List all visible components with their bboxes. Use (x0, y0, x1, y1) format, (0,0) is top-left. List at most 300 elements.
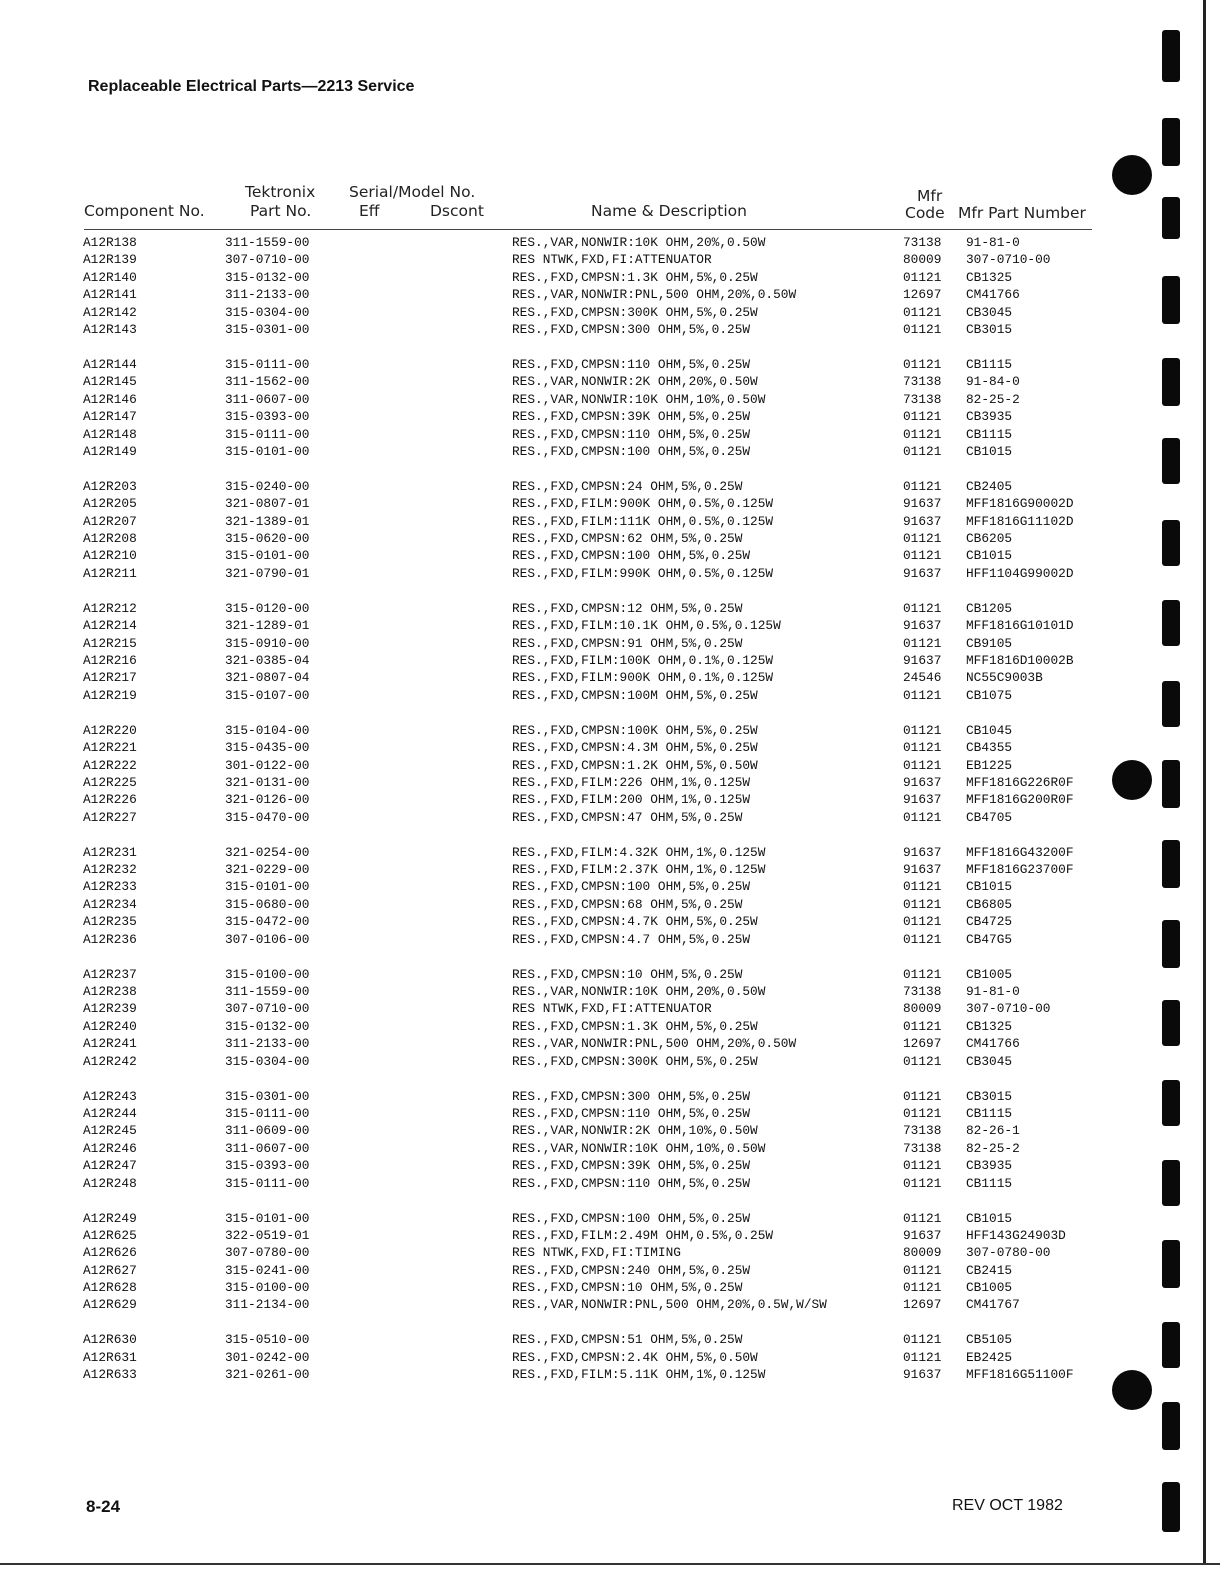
mfr-part-number: CB6805 (966, 896, 1013, 912)
mfr-part-number: 82-25-2 (966, 391, 1020, 407)
tektronix-part-number: 307-0710-00 (225, 1001, 310, 1017)
mfr-part-number: MFF1816G43200F (966, 844, 1074, 860)
part-description: RES.,FXD,CMPSN:10 OHM,5%,0.25W (512, 966, 743, 982)
mfr-part-number: EB2425 (966, 1349, 1013, 1365)
part-description: RES.,FXD,CMPSN:300K OHM,5%,0.25W (512, 1053, 758, 1069)
part-description: RES.,FXD,FILM:10.1K OHM,0.5%,0.125W (512, 618, 781, 634)
tektronix-part-number: 307-0106-00 (225, 931, 310, 947)
mfr-part-number: 307-0780-00 (966, 1245, 1051, 1261)
table-row (0, 739, 1220, 756)
row-group (0, 844, 1220, 948)
mfr-part-number: CB9105 (966, 635, 1013, 651)
part-description: RES.,FXD,CMPSN:4.3M OHM,5%,0.25W (512, 740, 758, 756)
part-description: RES.,FXD,CMPSN:10 OHM,5%,0.25W (512, 1280, 743, 1296)
table-row (0, 547, 1220, 564)
tektronix-part-number: 321-0807-04 (225, 670, 310, 686)
tektronix-part-number: 311-1559-00 (225, 984, 310, 1000)
mfr-part-number: CB1015 (966, 879, 1013, 895)
table-row (0, 1105, 1220, 1122)
part-description: RES.,VAR,NONWIR:PNL,500 OHM,20%,0.50W (512, 287, 797, 303)
table-row (0, 774, 1220, 791)
component-number: A12R626 (83, 1245, 137, 1261)
row-group (0, 478, 1220, 582)
component-number: A12R145 (83, 374, 137, 390)
component-number: A12R203 (83, 478, 137, 494)
tektronix-part-number: 315-0301-00 (225, 1088, 310, 1104)
component-number: A12R631 (83, 1349, 137, 1365)
table-row (0, 931, 1220, 948)
mfr-code: 91637 (903, 862, 942, 878)
mfr-code: 12697 (903, 1036, 942, 1052)
mfr-part-number: HFF1104G99002D (966, 565, 1074, 581)
binding-mark (1162, 276, 1180, 324)
binding-mark (1162, 840, 1180, 888)
table-row (0, 478, 1220, 495)
component-number: A12R246 (83, 1140, 137, 1156)
col-partno-header: Part No. (250, 202, 312, 220)
table-row (0, 896, 1220, 913)
component-number: A12R140 (83, 269, 137, 285)
mfr-part-number: CB1075 (966, 687, 1013, 703)
mfr-code: 01121 (903, 931, 942, 947)
col-name-header: Name & Description (591, 202, 747, 220)
part-description: RES.,FXD,FILM:2.37K OHM,1%,0.125W (512, 862, 766, 878)
mfr-part-number: CB1005 (966, 1280, 1013, 1296)
component-number: A12R217 (83, 670, 137, 686)
component-number: A12R222 (83, 757, 137, 773)
mfr-part-number: CM41766 (966, 1036, 1020, 1052)
component-number: A12R239 (83, 1001, 137, 1017)
table-row (0, 983, 1220, 1000)
mfr-part-number: CB1325 (966, 269, 1013, 285)
col-tektronix-header: Tektronix (245, 183, 316, 201)
part-description: RES.,FXD,CMPSN:110 OHM,5%,0.25W (512, 1175, 751, 1191)
mfr-code: 01121 (903, 1332, 942, 1348)
mfr-part-number: HFF143G24903D (966, 1227, 1066, 1243)
mfr-code: 01121 (903, 1262, 942, 1278)
tektronix-part-number: 311-0607-00 (225, 1140, 310, 1156)
mfr-code: 91637 (903, 792, 942, 808)
component-number: A12R211 (83, 565, 137, 581)
tektronix-part-number: 321-1389-01 (225, 513, 310, 529)
mfr-code: 73138 (903, 391, 942, 407)
table-row (0, 1296, 1220, 1313)
tektronix-part-number: 307-0780-00 (225, 1245, 310, 1261)
punch-hole (1112, 760, 1152, 800)
tektronix-part-number: 315-0101-00 (225, 1210, 310, 1226)
tektronix-part-number: 311-1559-00 (225, 235, 310, 250)
binding-mark (1162, 118, 1180, 166)
mfr-part-number: CB1015 (966, 548, 1013, 564)
table-row (0, 356, 1220, 373)
mfr-code: 01121 (903, 1349, 942, 1365)
parts-table (0, 234, 1220, 1401)
binding-mark (1162, 1322, 1180, 1368)
part-description: RES.,FXD,CMPSN:68 OHM,5%,0.25W (512, 896, 743, 912)
tektronix-part-number: 321-0126-00 (225, 792, 310, 808)
mfr-code: 01121 (903, 1210, 942, 1226)
mfr-part-number: MFF1816G10101D (966, 618, 1074, 634)
table-row (0, 878, 1220, 895)
mfr-part-number: CB1115 (966, 426, 1013, 442)
component-number: A12R236 (83, 931, 137, 947)
mfr-code: 01121 (903, 426, 942, 442)
mfr-code: 12697 (903, 287, 942, 303)
tektronix-part-number: 321-0254-00 (225, 844, 310, 860)
component-number: A12R226 (83, 792, 137, 808)
mfr-code: 01121 (903, 896, 942, 912)
component-number: A12R143 (83, 321, 137, 337)
part-description: RES.,FXD,CMPSN:100K OHM,5%,0.25W (512, 722, 758, 738)
tektronix-part-number: 315-0301-00 (225, 321, 310, 337)
mfr-part-number: MFF1816G23700F (966, 862, 1074, 878)
row-group (0, 1331, 1220, 1383)
part-description: RES.,VAR,NONWIR:PNL,500 OHM,20%,0.50W (512, 1036, 797, 1052)
tektronix-part-number: 315-0100-00 (225, 966, 310, 982)
mfr-part-number: CB3045 (966, 1053, 1013, 1069)
mfr-code: 80009 (903, 252, 942, 268)
part-description: RES.,FXD,CMPSN:1.3K OHM,5%,0.25W (512, 1018, 758, 1034)
mfr-code: 01121 (903, 321, 942, 337)
table-row (0, 286, 1220, 303)
mfr-part-number: MFF1816G90002D (966, 496, 1074, 512)
mfr-code: 91637 (903, 1227, 942, 1243)
tektronix-part-number: 311-2133-00 (225, 1036, 310, 1052)
tektronix-part-number: 315-0910-00 (225, 635, 310, 651)
table-row (0, 1210, 1220, 1227)
mfr-code: 01121 (903, 966, 942, 982)
component-number: A12R238 (83, 984, 137, 1000)
table-row (0, 495, 1220, 512)
mfr-code: 01121 (903, 1088, 942, 1104)
mfr-part-number: CM41766 (966, 287, 1020, 303)
table-row (0, 809, 1220, 826)
mfr-code: 01121 (903, 914, 942, 930)
tektronix-part-number: 315-0620-00 (225, 531, 310, 547)
part-description: RES.,FXD,CMPSN:100 OHM,5%,0.25W (512, 443, 751, 459)
mfr-code: 80009 (903, 1001, 942, 1017)
component-number: A12R244 (83, 1105, 137, 1121)
tektronix-part-number: 315-0111-00 (225, 356, 310, 372)
part-description: RES.,FXD,FILM:2.49M OHM,0.5%,0.25W (512, 1227, 774, 1243)
table-row (0, 1122, 1220, 1139)
table-row (0, 1262, 1220, 1279)
binding-mark (1162, 681, 1180, 727)
tektronix-part-number: 315-0111-00 (225, 426, 310, 442)
part-description: RES.,FXD,CMPSN:2.4K OHM,5%,0.50W (512, 1349, 758, 1365)
component-number: A12R241 (83, 1036, 137, 1052)
row-group (0, 1088, 1220, 1192)
part-description: RES.,FXD,FILM:900K OHM,0.5%,0.125W (512, 496, 774, 512)
part-description: RES.,FXD,CMPSN:4.7K OHM,5%,0.25W (512, 914, 758, 930)
component-number: A12R231 (83, 844, 137, 860)
tektronix-part-number: 321-0229-00 (225, 862, 310, 878)
table-row (0, 513, 1220, 530)
col-dscont-header: Dscont (430, 202, 484, 220)
mfr-part-number: EB1225 (966, 757, 1013, 773)
binding-edge (1203, 0, 1206, 1563)
part-description: RES.,VAR,NONWIR:10K OHM,20%,0.50W (512, 984, 766, 1000)
tektronix-part-number: 315-0680-00 (225, 896, 310, 912)
component-number: A12R221 (83, 740, 137, 756)
table-row (0, 669, 1220, 686)
mfr-part-number: CB1115 (966, 1175, 1013, 1191)
table-row (0, 304, 1220, 321)
component-number: A12R207 (83, 513, 137, 529)
table-row (0, 373, 1220, 390)
col-serial-header: Serial/Model No. (349, 183, 476, 201)
part-description: RES.,FXD,CMPSN:240 OHM,5%,0.25W (512, 1262, 751, 1278)
tektronix-part-number: 315-0104-00 (225, 722, 310, 738)
component-number: A12R139 (83, 252, 137, 268)
component-number: A12R633 (83, 1367, 137, 1383)
part-description: RES.,FXD,FILM:4.32K OHM,1%,0.125W (512, 844, 766, 860)
mfr-code: 01121 (903, 757, 942, 773)
mfr-part-number: 307-0710-00 (966, 252, 1051, 268)
mfr-code: 01121 (903, 809, 942, 825)
tektronix-part-number: 307-0710-00 (225, 252, 310, 268)
table-row (0, 530, 1220, 547)
component-number: A12R212 (83, 600, 137, 616)
mfr-part-number: CB1015 (966, 443, 1013, 459)
tektronix-part-number: 321-0131-00 (225, 774, 310, 790)
component-number: A12R210 (83, 548, 137, 564)
mfr-part-number: 82-25-2 (966, 1140, 1020, 1156)
revision-date: REV OCT 1982 (952, 1497, 1063, 1514)
table-row (0, 791, 1220, 808)
binding-mark (1162, 1080, 1180, 1126)
component-number: A12R242 (83, 1053, 137, 1069)
mfr-part-number: CB1045 (966, 722, 1013, 738)
mfr-code: 01121 (903, 409, 942, 425)
mfr-part-number: CB3935 (966, 409, 1013, 425)
part-description: RES.,FXD,CMPSN:39K OHM,5%,0.25W (512, 1158, 751, 1174)
tektronix-part-number: 315-0240-00 (225, 478, 310, 494)
component-number: A12R243 (83, 1088, 137, 1104)
component-number: A12R220 (83, 722, 137, 738)
tektronix-part-number: 315-0472-00 (225, 914, 310, 930)
part-description: RES.,FXD,CMPSN:51 OHM,5%,0.25W (512, 1332, 743, 1348)
tektronix-part-number: 315-0304-00 (225, 1053, 310, 1069)
mfr-part-number: CB1005 (966, 966, 1013, 982)
mfr-part-number: 91-81-0 (966, 984, 1020, 1000)
punch-hole (1112, 155, 1152, 195)
tektronix-part-number: 315-0111-00 (225, 1105, 310, 1121)
tektronix-part-number: 311-1562-00 (225, 374, 310, 390)
mfr-code: 01121 (903, 740, 942, 756)
component-number: A12R233 (83, 879, 137, 895)
part-description: RES.,FXD,FILM:200 OHM,1%,0.125W (512, 792, 751, 808)
part-description: RES.,FXD,CMPSN:110 OHM,5%,0.25W (512, 356, 751, 372)
part-description: RES.,FXD,FILM:100K OHM,0.1%,0.125W (512, 652, 774, 668)
mfr-part-number: CB1115 (966, 356, 1013, 372)
tektronix-part-number: 315-0132-00 (225, 269, 310, 285)
component-number: A12R138 (83, 235, 137, 250)
mfr-code: 91637 (903, 1367, 942, 1383)
component-number: A12R628 (83, 1280, 137, 1296)
mfr-part-number: CB47G5 (966, 931, 1013, 947)
mfr-part-number: MFF1816D10002B (966, 652, 1074, 668)
punch-hole (1112, 1370, 1152, 1410)
mfr-part-number: CB4725 (966, 914, 1013, 930)
mfr-part-number: MFF1816G51100F (966, 1367, 1074, 1383)
part-description: RES.,FXD,FILM:5.11K OHM,1%,0.125W (512, 1367, 766, 1383)
component-number: A12R234 (83, 896, 137, 912)
binding-mark (1162, 1160, 1180, 1206)
component-number: A12R240 (83, 1018, 137, 1034)
component-number: A12R232 (83, 862, 137, 878)
tektronix-part-number: 315-0435-00 (225, 740, 310, 756)
table-row (0, 1053, 1220, 1070)
mfr-part-number: CB1015 (966, 1210, 1013, 1226)
tektronix-part-number: 311-0609-00 (225, 1123, 310, 1139)
tektronix-part-number: 315-0120-00 (225, 600, 310, 616)
tektronix-part-number: 321-0790-01 (225, 565, 310, 581)
mfr-part-number: CB3045 (966, 304, 1013, 320)
tektronix-part-number: 321-1289-01 (225, 618, 310, 634)
component-number: A12R225 (83, 774, 137, 790)
mfr-code: 91637 (903, 496, 942, 512)
binding-mark (1162, 600, 1180, 646)
tektronix-part-number: 315-0101-00 (225, 443, 310, 459)
table-row (0, 635, 1220, 652)
component-number: A12R219 (83, 687, 137, 703)
table-row (0, 1088, 1220, 1105)
part-description: RES.,FXD,FILM:990K OHM,0.5%,0.125W (512, 565, 774, 581)
mfr-code: 91637 (903, 774, 942, 790)
table-row (0, 1157, 1220, 1174)
row-group (0, 966, 1220, 1070)
row-group (0, 356, 1220, 460)
component-number: A12R148 (83, 426, 137, 442)
binding-mark (1162, 760, 1180, 808)
table-row (0, 1035, 1220, 1052)
mfr-code: 91637 (903, 618, 942, 634)
component-number: A12R141 (83, 287, 137, 303)
part-description: RES.,FXD,CMPSN:100 OHM,5%,0.25W (512, 548, 751, 564)
part-description: RES.,FXD,CMPSN:12 OHM,5%,0.25W (512, 600, 743, 616)
mfr-code: 73138 (903, 1140, 942, 1156)
table-row (0, 408, 1220, 425)
part-description: RES.,FXD,CMPSN:300K OHM,5%,0.25W (512, 304, 758, 320)
mfr-code: 01121 (903, 1053, 942, 1069)
part-description: RES.,VAR,NONWIR:10K OHM,20%,0.50W (512, 235, 766, 250)
tektronix-part-number: 315-0107-00 (225, 687, 310, 703)
part-description: RES.,FXD,CMPSN:47 OHM,5%,0.25W (512, 809, 743, 825)
tektronix-part-number: 321-0261-00 (225, 1367, 310, 1383)
table-row (0, 1349, 1220, 1366)
table-row (0, 757, 1220, 774)
part-description: RES.,FXD,CMPSN:300 OHM,5%,0.25W (512, 1088, 751, 1104)
tektronix-part-number: 315-0132-00 (225, 1018, 310, 1034)
mfr-part-number: CB1205 (966, 600, 1013, 616)
mfr-code: 01121 (903, 304, 942, 320)
table-row (0, 966, 1220, 983)
component-number: A12R146 (83, 391, 137, 407)
table-row (0, 844, 1220, 861)
mfr-code: 12697 (903, 1297, 942, 1313)
component-number: A12R237 (83, 966, 137, 982)
component-number: A12R625 (83, 1227, 137, 1243)
tektronix-part-number: 315-0100-00 (225, 1280, 310, 1296)
table-row (0, 687, 1220, 704)
table-row (0, 391, 1220, 408)
part-description: RES.,FXD,FILM:226 OHM,1%,0.125W (512, 774, 751, 790)
component-number: A12R144 (83, 356, 137, 372)
mfr-code: 01121 (903, 269, 942, 285)
part-description: RES.,FXD,CMPSN:4.7 OHM,5%,0.25W (512, 931, 751, 947)
table-row (0, 722, 1220, 739)
part-description: RES.,VAR,NONWIR:10K OHM,10%,0.50W (512, 391, 766, 407)
part-description: RES NTWK,FXD,FI:ATTENUATOR (512, 1001, 712, 1017)
tektronix-part-number: 315-0393-00 (225, 409, 310, 425)
component-number: A12R142 (83, 304, 137, 320)
component-number: A12R630 (83, 1332, 137, 1348)
mfr-part-number: CB4705 (966, 809, 1013, 825)
part-description: RES NTWK,FXD,FI:ATTENUATOR (512, 252, 712, 268)
part-description: RES.,FXD,CMPSN:100 OHM,5%,0.25W (512, 1210, 751, 1226)
mfr-code: 01121 (903, 635, 942, 651)
binding-mark (1162, 30, 1180, 82)
tektronix-part-number: 322-0519-01 (225, 1227, 310, 1243)
component-number: A12R227 (83, 809, 137, 825)
tektronix-part-number: 315-0101-00 (225, 879, 310, 895)
row-group (0, 722, 1220, 826)
row-group (0, 234, 1220, 338)
part-description: RES.,FXD,CMPSN:100M OHM,5%,0.25W (512, 687, 758, 703)
part-description: RES.,FXD,CMPSN:91 OHM,5%,0.25W (512, 635, 743, 651)
mfr-code: 01121 (903, 356, 942, 372)
part-description: RES.,FXD,CMPSN:100 OHM,5%,0.25W (512, 879, 751, 895)
part-description: RES.,VAR,NONWIR:10K OHM,10%,0.50W (512, 1140, 766, 1156)
component-number: A12R208 (83, 531, 137, 547)
mfr-code: 73138 (903, 1123, 942, 1139)
part-description: RES.,FXD,CMPSN:1.3K OHM,5%,0.25W (512, 269, 758, 285)
mfr-part-number: MFF1816G226R0F (966, 774, 1074, 790)
mfr-part-number: 82-26-1 (966, 1123, 1020, 1139)
mfr-part-number: CB3935 (966, 1158, 1013, 1174)
tektronix-part-number: 315-0101-00 (225, 548, 310, 564)
table-row (0, 1000, 1220, 1017)
component-number: A12R245 (83, 1123, 137, 1139)
mfr-part-number: CB2405 (966, 478, 1013, 494)
tektronix-part-number: 315-0393-00 (225, 1158, 310, 1174)
mfr-code: 01121 (903, 722, 942, 738)
table-row (0, 1175, 1220, 1192)
table-row (0, 426, 1220, 443)
col-eff-header: Eff (359, 202, 380, 220)
bottom-edge (0, 1563, 1220, 1565)
mfr-code: 01121 (903, 687, 942, 703)
mfr-part-number: CB1325 (966, 1018, 1013, 1034)
tektronix-part-number: 311-2133-00 (225, 287, 310, 303)
col-mfr-header: Mfr (917, 187, 943, 205)
component-number: A12R627 (83, 1262, 137, 1278)
table-row (0, 1140, 1220, 1157)
part-description: RES.,FXD,CMPSN:300 OHM,5%,0.25W (512, 321, 751, 337)
mfr-part-number: CB3015 (966, 321, 1013, 337)
binding-mark (1162, 1482, 1180, 1532)
component-number: A12R249 (83, 1210, 137, 1226)
table-row (0, 443, 1220, 460)
table-row (0, 861, 1220, 878)
mfr-code: 91637 (903, 652, 942, 668)
component-number: A12R149 (83, 443, 137, 459)
tektronix-part-number: 301-0122-00 (225, 757, 310, 773)
component-number: A12R247 (83, 1158, 137, 1174)
tektronix-part-number: 315-0470-00 (225, 809, 310, 825)
mfr-code: 01121 (903, 478, 942, 494)
